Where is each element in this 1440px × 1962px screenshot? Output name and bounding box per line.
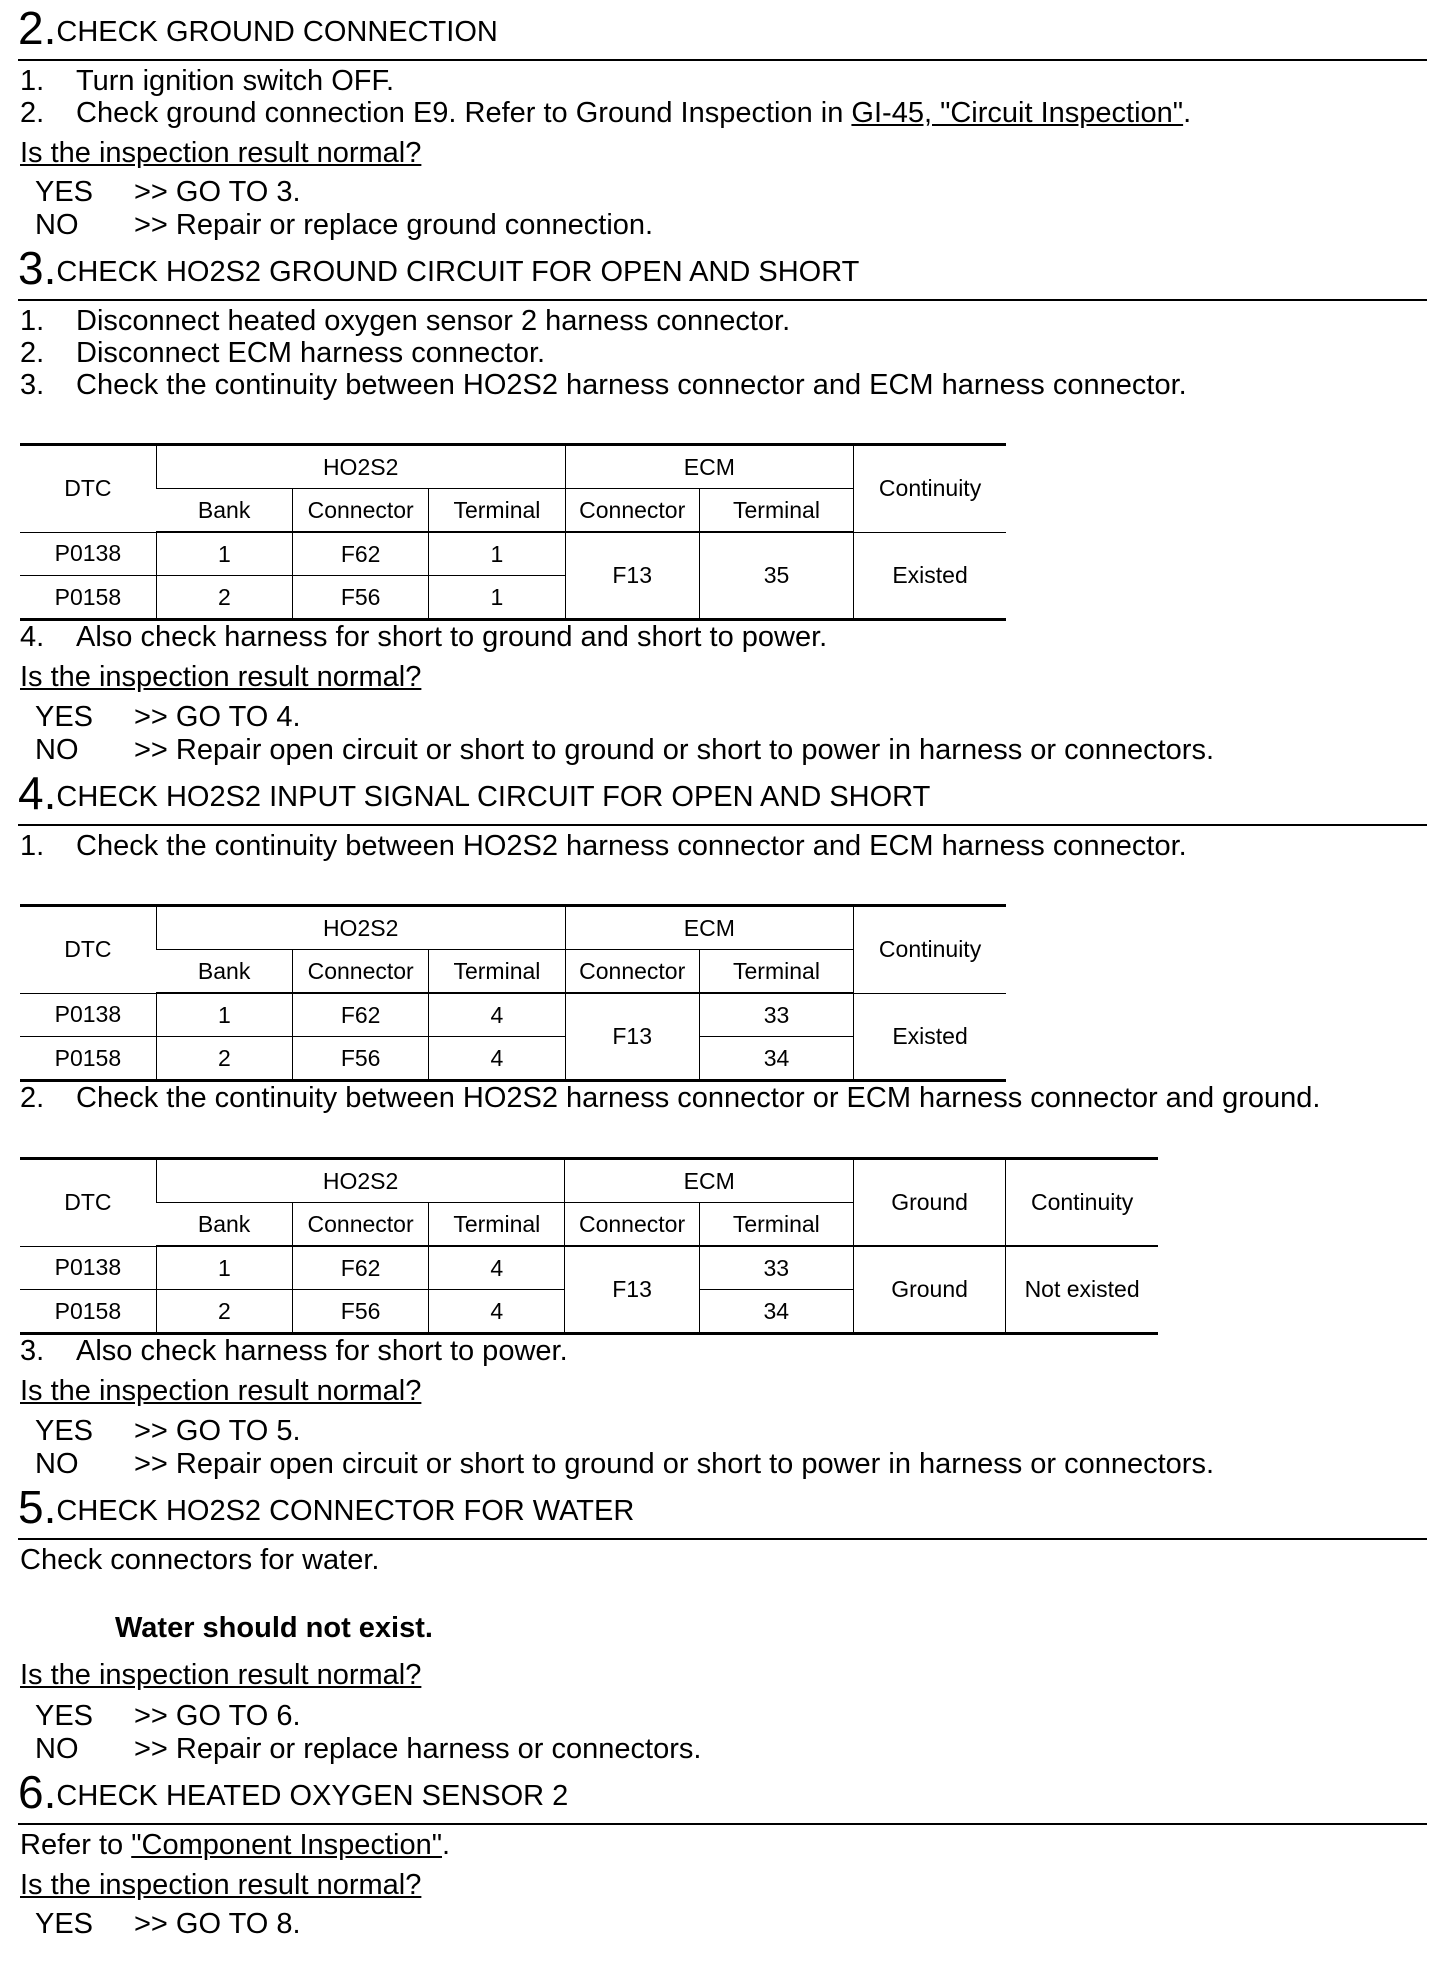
step-3-heading [18, 242, 860, 294]
header-terminal: Terminal [429, 489, 565, 533]
step-text: Refer to "Component Inspection". [20, 1829, 451, 1861]
step-number: 2. [18, 2, 57, 54]
heading-rule [18, 1538, 1427, 1540]
table-row: P0138 1 F62 1 F13 35 Existed [20, 532, 1006, 576]
component-inspection-link[interactable]: "Component Inspection" [131, 1829, 442, 1861]
step-text: Check connectors for water. [20, 1544, 380, 1576]
header-connector: Connector [293, 950, 429, 994]
step-title: CHECK HO2S2 CONNECTOR FOR WATER [56, 1495, 635, 1527]
step-title: CHECK HO2S2 INPUT SIGNAL CIRCUIT FOR OPEN AND SHORT [56, 781, 931, 813]
header-ho2s2: HO2S2 [156, 445, 565, 489]
heading-rule [18, 1823, 1427, 1825]
inspection-question: Is the inspection result normal? [20, 1869, 422, 1901]
header-bank: Bank [156, 489, 292, 533]
step-item: 3. Also check harness for short to power. [20, 1335, 568, 1367]
step-4-heading [18, 767, 931, 819]
header-ecm: ECM [565, 906, 854, 950]
header-continuity: Continuity [1006, 1159, 1158, 1247]
header-continuity: Continuity [854, 906, 1006, 994]
step-item: 2. Check the continuity between HO2S2 harness connector or ECM harness connector and ground. [20, 1082, 1321, 1114]
step-number: 3. [18, 242, 57, 294]
header-bank: Bank [156, 1203, 292, 1247]
header-ecm-connector: Connector [565, 1203, 699, 1247]
step-number: 6. [18, 1766, 57, 1818]
header-connector: Connector [293, 489, 429, 533]
step-item: 1. Disconnect heated oxygen sensor 2 harness connector. [20, 305, 791, 337]
ground-continuity-table [20, 1157, 1158, 1335]
inspection-question: Is the inspection result normal? [20, 661, 422, 693]
step-item: 3. Check the continuity between HO2S2 harness connector and ECM harness connector. [20, 369, 1187, 401]
header-connector: Connector [292, 1203, 428, 1247]
step-2-heading [18, 2, 498, 54]
step-item: 1. Check the continuity between HO2S2 harness connector and ECM harness connector. [20, 830, 1187, 862]
step-title: CHECK HO2S2 GROUND CIRCUIT FOR OPEN AND SHORT [56, 256, 860, 288]
step-number: 5. [18, 1481, 57, 1533]
heading-rule [18, 299, 1427, 301]
no-answer: NO >> Repair open circuit or short to ground or short to power in harness or connectors. [35, 734, 1215, 766]
inspection-question: Is the inspection result normal? [20, 1375, 422, 1407]
header-terminal: Terminal [429, 1203, 565, 1247]
header-ecm-terminal: Terminal [699, 489, 853, 533]
note-text: Water should not exist. [115, 1612, 433, 1644]
header-ecm-terminal: Terminal [699, 1203, 853, 1247]
continuity-table [20, 904, 1006, 1082]
step-5-heading [18, 1481, 635, 1533]
step-title: CHECK GROUND CONNECTION [56, 16, 498, 48]
yes-answer: YES >> GO TO 3. [35, 176, 301, 208]
step-item: 2. Check ground connection E9. Refer to Ground Inspection in GI-45, "Circuit Inspection". [20, 97, 1192, 129]
header-ecm-connector: Connector [565, 950, 699, 994]
step-6-heading [18, 1766, 569, 1818]
no-answer: NO >> Repair or replace ground connection. [35, 209, 654, 241]
no-answer: NO >> Repair or replace harness or connectors. [35, 1733, 702, 1765]
step-item: 1. Turn ignition switch OFF. [20, 65, 395, 97]
heading-rule [18, 59, 1427, 61]
no-answer: NO >> Repair open circuit or short to ground or short to power in harness or connectors. [35, 1448, 1215, 1480]
inspection-question: Is the inspection result normal? [20, 137, 422, 169]
header-ecm: ECM [565, 445, 854, 489]
table-row: P0138 1 F62 4 F13 33 Existed [20, 993, 1006, 1037]
table-row: P0138 1 F62 4 F13 33 Ground Not existed [20, 1246, 1158, 1290]
step-title: CHECK HEATED OXYGEN SENSOR 2 [56, 1780, 569, 1812]
header-dtc: DTC [20, 1159, 156, 1247]
header-ecm-connector: Connector [565, 489, 699, 533]
header-continuity: Continuity [854, 445, 1006, 533]
gi-45-circuit-inspection-link[interactable]: GI-45, "Circuit Inspection" [851, 97, 1184, 129]
header-ho2s2: HO2S2 [156, 906, 565, 950]
step-item: 2. Disconnect ECM harness connector. [20, 337, 546, 369]
header-ho2s2: HO2S2 [156, 1159, 565, 1203]
header-ground: Ground [853, 1159, 1005, 1247]
continuity-table [20, 443, 1006, 621]
yes-answer: YES >> GO TO 5. [35, 1415, 301, 1447]
yes-answer: YES >> GO TO 6. [35, 1700, 301, 1732]
header-dtc: DTC [20, 906, 156, 994]
step-item: 4. Also check harness for short to ground and short to power. [20, 621, 828, 653]
yes-answer: YES >> GO TO 8. [35, 1908, 301, 1940]
header-dtc: DTC [20, 445, 156, 533]
step-number: 4. [18, 767, 57, 819]
yes-answer: YES >> GO TO 4. [35, 701, 301, 733]
table-row: P0158 2 F56 4 34 [20, 1037, 1006, 1081]
header-ecm: ECM [565, 1159, 854, 1203]
heading-rule [18, 824, 1427, 826]
header-ecm-terminal: Terminal [699, 950, 853, 994]
inspection-question: Is the inspection result normal? [20, 1659, 422, 1691]
table-row: P0158 2 F56 1 [20, 576, 1006, 620]
header-bank: Bank [156, 950, 292, 994]
table-row: P0158 2 F56 4 34 [20, 1290, 1158, 1334]
header-terminal: Terminal [429, 950, 565, 994]
